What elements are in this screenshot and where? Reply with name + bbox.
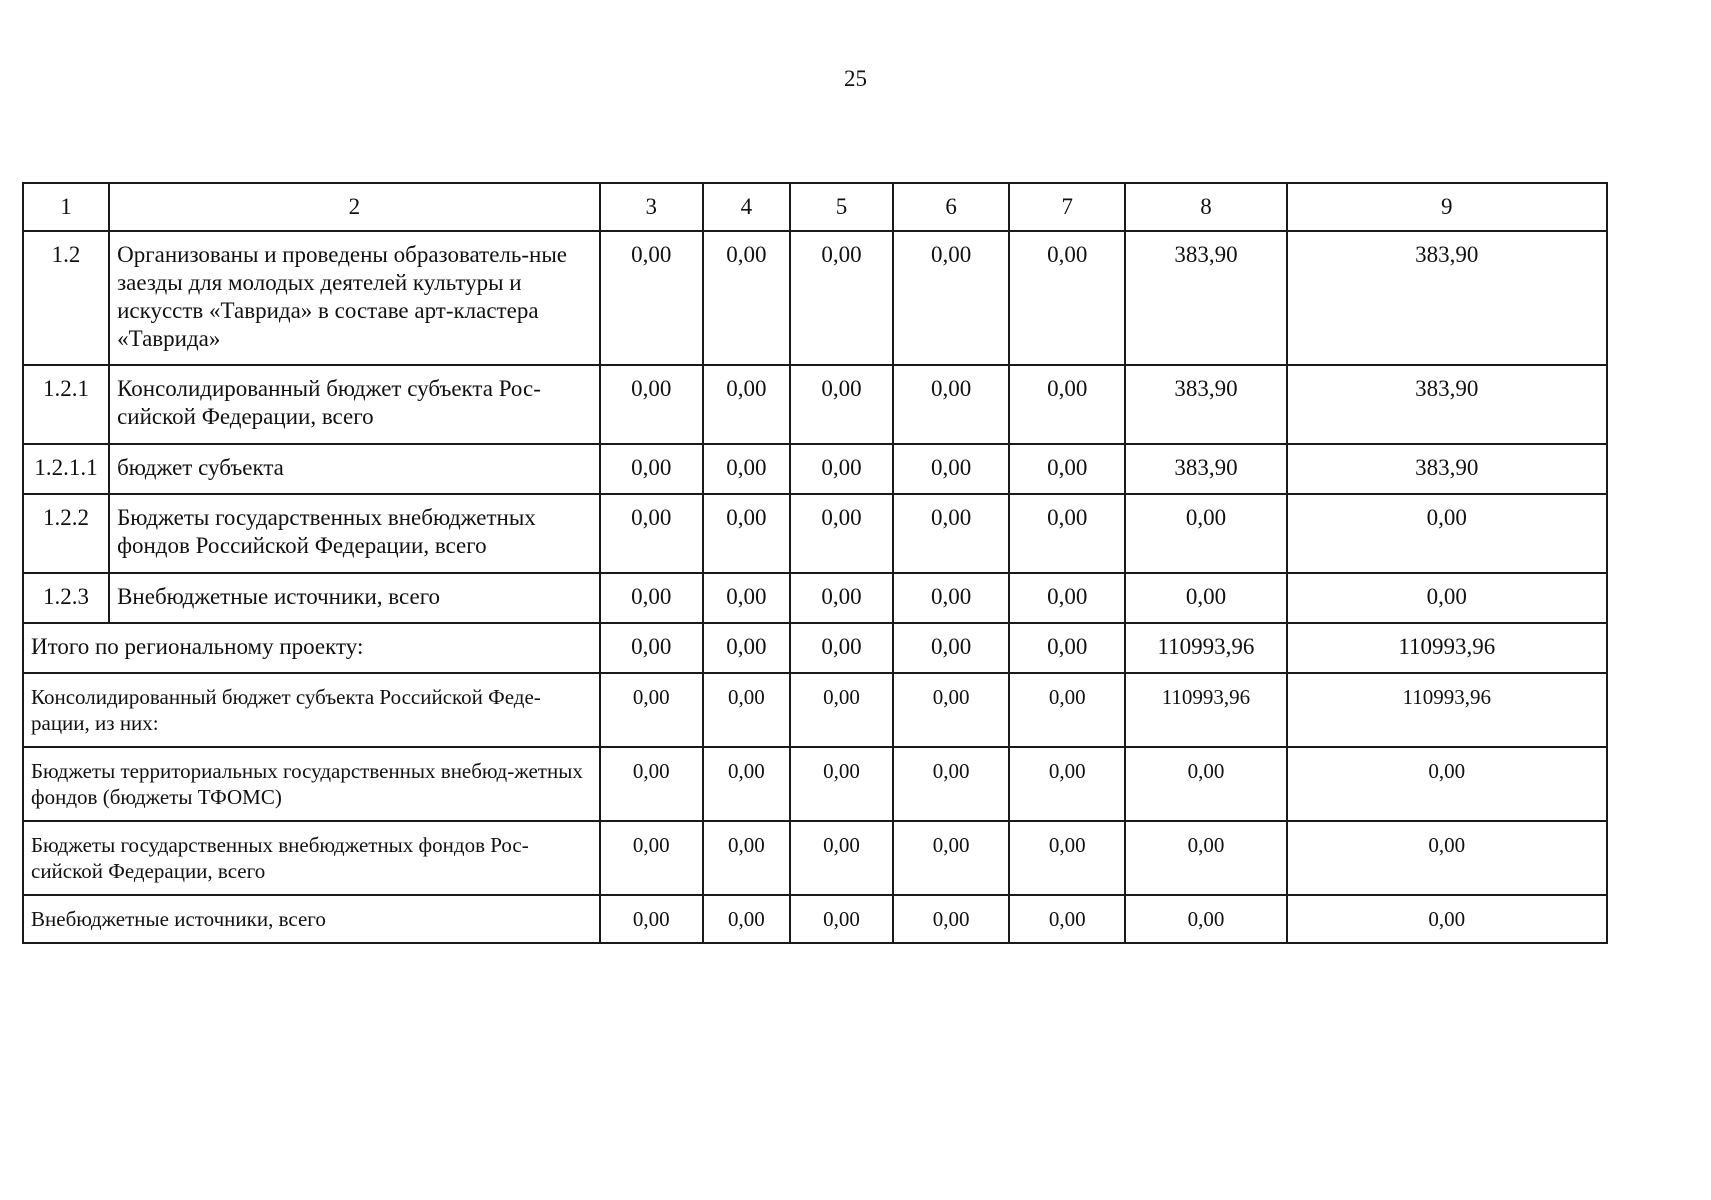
column-header: 6 [893, 183, 1009, 231]
cell-value: 0,00 [600, 895, 703, 943]
column-header: 9 [1287, 183, 1607, 231]
cell-value: 0,00 [1287, 747, 1607, 821]
page-number: 25 [844, 66, 867, 91]
table-row [23, 365, 1607, 444]
cell-value: 0,00 [1009, 573, 1125, 623]
cell-value: 0,00 [893, 444, 1009, 494]
cell-value: 0,00 [790, 365, 893, 444]
summary-row-name: Консолидированный бюджет субъекта Российской Феде-рации, из них: [23, 673, 600, 747]
cell-value: 0,00 [893, 747, 1009, 821]
cell-value: 383,90 [1125, 231, 1286, 365]
cell-value: 0,00 [600, 444, 703, 494]
summary-row-name: Бюджеты государственных внебюджетных фондов Рос-сийской Федерации, всего [23, 821, 600, 895]
cell-value: 0,00 [600, 623, 703, 673]
column-header: 8 [1125, 183, 1286, 231]
column-header: 1 [23, 183, 109, 231]
cell-value: 0,00 [1009, 895, 1125, 943]
row-code: 1.2.3 [23, 573, 109, 623]
cell-value: 383,90 [1287, 365, 1607, 444]
cell-value: 0,00 [1009, 365, 1125, 444]
column-header: 3 [600, 183, 703, 231]
cell-value: 0,00 [703, 895, 790, 943]
cell-value: 0,00 [1009, 444, 1125, 494]
table-row [23, 231, 1607, 365]
cell-value: 0,00 [790, 494, 893, 573]
cell-value: 383,90 [1287, 231, 1607, 365]
cell-value: 0,00 [1125, 895, 1286, 943]
cell-value: 0,00 [703, 231, 790, 365]
cell-value: 0,00 [893, 895, 1009, 943]
cell-value: 0,00 [790, 673, 893, 747]
cell-value: 0,00 [790, 895, 893, 943]
table-row [23, 444, 1607, 494]
summary-row [23, 623, 1607, 673]
cell-value: 0,00 [703, 444, 790, 494]
column-header: 7 [1009, 183, 1125, 231]
cell-value: 0,00 [1125, 494, 1286, 573]
cell-value: 0,00 [1287, 494, 1607, 573]
summary-row [23, 747, 1607, 821]
cell-value: 0,00 [600, 747, 703, 821]
row-code: 1.2 [23, 231, 109, 365]
row-name: бюджет субъекта [109, 444, 600, 494]
cell-value: 0,00 [1287, 573, 1607, 623]
cell-value: 0,00 [790, 444, 893, 494]
cell-value: 383,90 [1125, 444, 1286, 494]
cell-value: 110993,96 [1125, 673, 1286, 747]
cell-value: 0,00 [790, 747, 893, 821]
cell-value: 0,00 [1125, 747, 1286, 821]
cell-value: 0,00 [1009, 821, 1125, 895]
table-header-row [23, 183, 1607, 231]
cell-value: 383,90 [1287, 444, 1607, 494]
cell-value: 0,00 [600, 673, 703, 747]
cell-value: 0,00 [600, 494, 703, 573]
row-name: Бюджеты государственных внебюджетных фондов Российской Федерации, всего [109, 494, 600, 573]
cell-value: 0,00 [703, 365, 790, 444]
table-row [23, 494, 1607, 573]
cell-value: 0,00 [893, 673, 1009, 747]
budget-table [22, 182, 1608, 944]
row-name: Внебюджетные источники, всего [109, 573, 600, 623]
cell-value: 0,00 [703, 673, 790, 747]
cell-value: 0,00 [790, 231, 893, 365]
cell-value: 0,00 [790, 821, 893, 895]
row-name: Консолидированный бюджет субъекта Рос-сийской Федерации, всего [109, 365, 600, 444]
summary-row [23, 673, 1607, 747]
summary-row-name: Бюджеты территориальных государственных внебюд-жетных фондов (бюджеты ТФОМС) [23, 747, 600, 821]
row-code: 1.2.1.1 [23, 444, 109, 494]
cell-value: 0,00 [893, 494, 1009, 573]
cell-value: 0,00 [600, 821, 703, 895]
row-code: 1.2.1 [23, 365, 109, 444]
cell-value: 0,00 [893, 821, 1009, 895]
cell-value: 0,00 [600, 573, 703, 623]
column-header: 5 [790, 183, 893, 231]
table-row [23, 573, 1607, 623]
cell-value: 0,00 [1125, 573, 1286, 623]
cell-value: 0,00 [893, 231, 1009, 365]
cell-value: 0,00 [893, 573, 1009, 623]
cell-value: 0,00 [703, 623, 790, 673]
column-header: 2 [109, 183, 600, 231]
cell-value: 0,00 [1009, 231, 1125, 365]
cell-value: 0,00 [703, 747, 790, 821]
cell-value: 0,00 [790, 573, 893, 623]
summary-row-name: Итого по региональному проекту: [23, 623, 600, 673]
cell-value: 0,00 [703, 821, 790, 895]
cell-value: 0,00 [893, 365, 1009, 444]
cell-value: 0,00 [600, 231, 703, 365]
cell-value: 0,00 [703, 494, 790, 573]
cell-value: 110993,96 [1287, 673, 1607, 747]
cell-value: 110993,96 [1287, 623, 1607, 673]
column-header: 4 [703, 183, 790, 231]
row-code: 1.2.2 [23, 494, 109, 573]
row-name: Организованы и проведены образователь-ные заезды для молодых деятелей культуры и искусств «Таврида» в составе арт-кластера «Таврида» [109, 231, 600, 365]
cell-value: 0,00 [1125, 821, 1286, 895]
cell-value: 0,00 [1009, 747, 1125, 821]
summary-row [23, 821, 1607, 895]
cell-value: 383,90 [1125, 365, 1286, 444]
summary-row [23, 895, 1607, 943]
summary-row-name: Внебюджетные источники, всего [23, 895, 600, 943]
cell-value: 0,00 [1009, 673, 1125, 747]
cell-value: 0,00 [1287, 821, 1607, 895]
cell-value: 0,00 [703, 573, 790, 623]
cell-value: 0,00 [790, 623, 893, 673]
cell-value: 0,00 [1009, 494, 1125, 573]
cell-value: 0,00 [600, 365, 703, 444]
cell-value: 0,00 [1287, 895, 1607, 943]
cell-value: 0,00 [893, 623, 1009, 673]
cell-value: 110993,96 [1125, 623, 1286, 673]
cell-value: 0,00 [1009, 623, 1125, 673]
